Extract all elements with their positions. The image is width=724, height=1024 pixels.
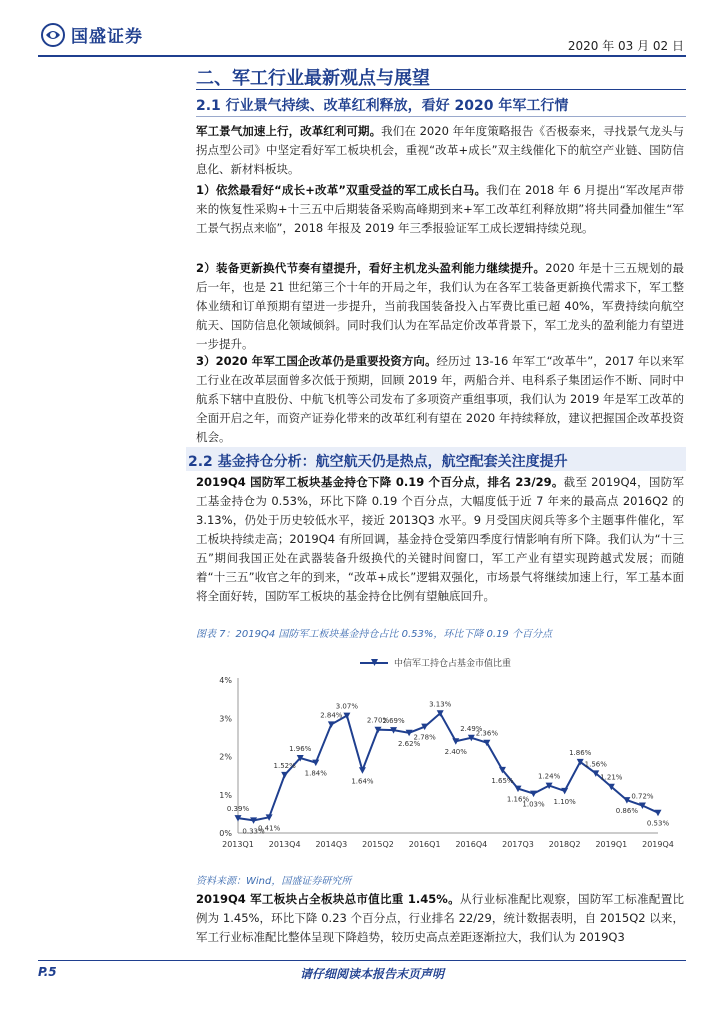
paragraph-1-body: 我们在 2020 年年度策略报告《否极泰来，寻找景气龙头与拐点型公司》中坚定看好军工板块机会，重视“改革+成长”双主线催化下的航空产业链、国防信息化、新材料板块。 [196, 124, 684, 176]
paragraph-2-body: 我们在 2018 年 6 月提出“军改尾声带来的恢复性采购+十三五中后期装备采购高峰期到来+军工改革红利释放期”将共同叠加催生“军工景气拐点来临”，2018 年报及 2019 年三季报验证军工成长逻辑持续兑现。 [196, 183, 684, 235]
data-label: 1.10% [553, 797, 576, 806]
data-label: 2.70% [366, 716, 390, 725]
data-label: 2.49% [460, 724, 483, 733]
data-label: 1.52% [273, 761, 296, 770]
x-tick-label: 2019Q1 [595, 840, 628, 849]
data-label: 1.96% [289, 745, 312, 754]
x-tick-label: 2013Q4 [268, 840, 301, 849]
section-title: 二、军工行业最新观点与展望 [196, 68, 430, 89]
figure-source: 资料来源：Wind，国盛证券研究所 [196, 876, 352, 887]
x-tick-label: 2016Q4 [455, 840, 488, 849]
data-point [655, 810, 662, 817]
data-point [561, 788, 568, 795]
data-label: 2.62% [397, 739, 421, 748]
subsection-title-2: 2.2 基金持仓分析：航空航天仍是热点，航空配套关注度提升 [188, 454, 568, 470]
x-tick-label: 2017Q3 [502, 840, 534, 849]
y-tick-label: 2% [219, 752, 232, 762]
x-tick-label: 2016Q1 [408, 840, 441, 849]
paragraph-2-lead: 1）依然最看好“成长+改革”双重受益的军工成长白马。 [196, 183, 487, 197]
data-point [359, 767, 366, 774]
paragraph-5-lead: 2019Q4 国防军工板块基金持仓下降 0.19 个百分点，排名 23/29。 [196, 475, 564, 489]
data-point [530, 791, 537, 798]
data-label: 1.86% [569, 748, 592, 757]
footer-divider [38, 960, 686, 961]
paragraph-4-body: 经历过 13-16 年军工“改革牛”，2017 年以来军工行业在改革层面曾多次低于预期，回顾 2019 年，两船合并、电科系子集团运作不断、同时中航系下辖中直股份、中航飞机等公司发布了多项资产重组事项，我们认为 2019 年是军工改革的全面开启之年，而资产证券化带来的改革红利有望在 2020 年持续释放，建议把握国企改革投资机会。 [196, 354, 684, 444]
data-label: 1.84% [304, 769, 327, 778]
page-number: P.5 [38, 965, 57, 979]
paragraph-3-body: 2020 年是十三五规划的最后一年，也是 21 世纪第三个十年的开局之年，我们认为在各军工装备更新换代需求下，军工整体业绩和订单预期有望进一步提升，当前我国装备投入占军费比重已超 40%，军费持续向航空航天、国防信息化领域倾斜。同时我们认为在军品定价改革背景下，军工龙头的盈利能力有望进一步提升。 [196, 261, 685, 351]
paragraph-5 [196, 473, 684, 606]
figure-caption: 图表 7：2019Q4 国防军工板块基金持仓占比 0.53%，环比下降 0.19 个百分点 [196, 629, 552, 640]
data-point [328, 721, 335, 728]
data-label: 3.13% [429, 700, 452, 709]
paragraph-3 [196, 259, 684, 354]
data-label: 0.86% [615, 807, 639, 816]
y-tick-label: 4% [219, 676, 232, 685]
paragraph-4 [196, 352, 684, 447]
data-label: 3.07% [335, 702, 359, 711]
data-label: 1.16% [506, 795, 530, 804]
paragraph-6-body: 从行业标准配比观察，国防军工标准配置比例为 1.45%，环比下降 0.23 个百分点，行业排名 22/29，统计数据表明，自 2015Q2 以来，军工行业标准配比整体呈现下降趋势，较历史高点差距逐渐拉大，我们认为 2019Q3 [196, 892, 685, 944]
data-label: 0.53% [646, 819, 670, 828]
data-label: 1.21% [600, 773, 623, 782]
legend-label: 中信军工持仓占基金市值比重 [394, 659, 512, 669]
paragraph-4-lead: 3）2020 年军工国企改革仍是重要投资方向。 [196, 354, 437, 368]
header-divider [38, 55, 686, 57]
data-label: 2.84% [320, 711, 343, 720]
holding-ratio-line-chart [200, 645, 674, 865]
data-label: 1.24% [537, 772, 561, 781]
data-label: 2.69% [382, 717, 405, 726]
y-tick-label: 3% [219, 714, 232, 724]
x-tick-label: 2015Q2 [362, 840, 394, 849]
subsection-divider-1 [196, 116, 686, 117]
logo-icon [41, 23, 65, 47]
x-tick-label: 2019Q4 [642, 840, 674, 849]
data-label: 1.56% [584, 760, 607, 769]
paragraph-1 [196, 122, 684, 179]
y-tick-label: 1% [219, 790, 232, 800]
data-label: 0.39% [226, 805, 250, 814]
data-label: 2.78% [413, 733, 436, 742]
data-label: 0.41% [257, 824, 281, 833]
footer-disclaimer: 请仔细阅读本报告末页声明 [300, 967, 445, 981]
x-tick-label: 2013Q1 [222, 840, 254, 849]
data-point [281, 772, 288, 779]
paragraph-5-body: 截至 2019Q4，国防军工基金持仓为 0.53%，环比下降 0.19 个百分点，大幅度低于近 7 年来的最高点 2016Q2 的 3.13%，仍处于历史较低水平，接近 2013Q3 水平。9 月受国庆阅兵等多个主题事件催化，军工板块持续走高；2019Q4 有所回调，基金持仓受第四季度行情影响有所下降。我们认为“十三五”期间我国正处在武器装备升级换代的关键时间窗口，军工产业有望实现跨越式发展；而随着“十三五”收官之年的到来，“改革+成长”逻辑双强化，市场景气将继续加速上行，军工基本面将全面好转，国防军工板块的基金持仓比例有望触底回升。 [196, 475, 684, 603]
data-label: 1.03% [522, 800, 545, 809]
x-tick-label: 2014Q3 [315, 840, 348, 849]
logo-text: 国盛证券 [71, 27, 143, 47]
brand-logo [41, 22, 143, 47]
section-title-divider [196, 89, 686, 90]
x-tick-label: 2018Q2 [548, 840, 581, 849]
subsection-title-1: 2.1 行业景气持续、改革红利释放，看好 2020 年军工行情 [196, 98, 569, 114]
data-label: 1.64% [351, 777, 374, 786]
paragraph-3-lead: 2）装备更新换代节奏有望提升，看好主机龙头盈利能力继续提升。 [196, 261, 546, 275]
paragraph-1-lead: 军工景气加速上行，改革红利可期。 [196, 124, 382, 138]
paragraph-6-lead: 2019Q4 军工板块占全板块总市值比重 1.45%。 [196, 892, 460, 906]
data-label: 2.36% [475, 729, 499, 738]
data-label: 0.72% [631, 792, 654, 801]
y-tick-label: 0% [219, 829, 232, 838]
data-label: 1.65% [491, 776, 514, 785]
report-date: 2020 年 03 月 02 日 [567, 39, 684, 53]
paragraph-6 [196, 890, 684, 947]
data-label: 0.33% [242, 827, 265, 836]
data-label: 2.40% [444, 748, 467, 757]
paragraph-2 [196, 181, 684, 238]
